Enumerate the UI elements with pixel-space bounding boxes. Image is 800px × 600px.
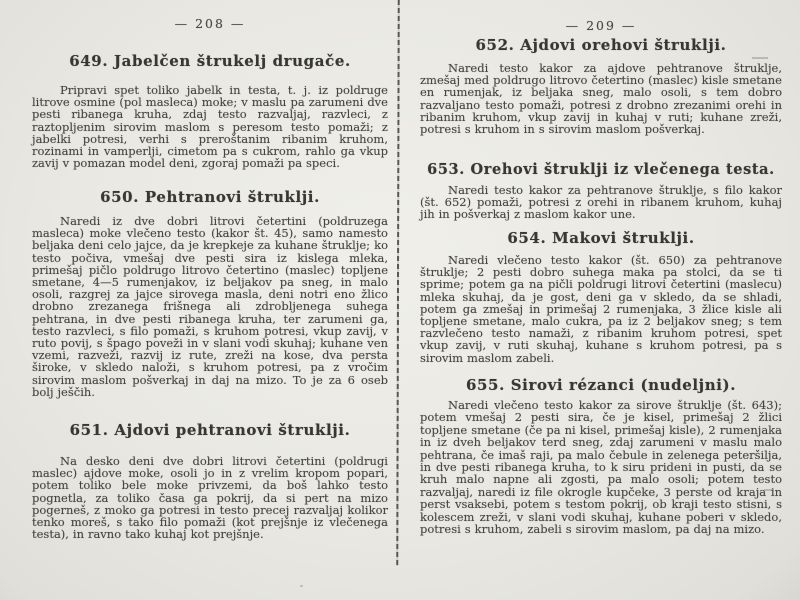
scan-artifact — [764, 489, 774, 491]
recipe-body-650: Naredi iz dve dobri litrovi četertini (poldruzega masleca) moke vlečeno testo (kakor št. 45), samo namesto beljaka deni celo jajce, da je krepkeje za kuhane štruklje; ko testo počiva, vmešaj dve pesti sira iz kislega mleka, primešaj pičlo poldrugo litrovo četertino (maslec) topljene smetane, 4—5 rumenjakov, iz beljakov pa sneg, in malo osoli, razgrej za jajce sirovega masla, deni notri eno žlico drobno zrezanega frišnega ali zdrobljenega suhega pehtrana, in dve pesti ribanega kruha, ter zarumeni ga, testo razvleci, s filo pomaži, s kruhom potresi, vkup zavij, v ruto povij, s špago poveži in v slani vodi skuhaj; kuhane ven vzemi, razveži, razvij iz rute, zreži na kose, dva persta široke, v skledo naloži, s kruhom potresi, pa z vročim sirovim maslom pošverkaj in daj na mizo. To je za 6 oseb bolj ješčih. — [32, 214, 388, 399]
recipe-heading-650: 650. Pehtranovi štruklji. — [100, 188, 320, 206]
recipe-body-651: Na desko deni dve dobri litrovi četertini (poldrugi maslec) ajdove moke, osoli jo in z vrelim kropom popari, potem toliko bele moke privzemi, da boš lahko testo pognetla, za toliko časa ga pokrij, da si pert na mizo pogerneš, z moko ga potresi in testo precej razvaljaj kolikor tenko moreš, s tako filo pomaži (kot prejšnje iz vlečenega testa), in ravno tako kuhaj kot prejšnje. — [32, 454, 388, 542]
recipe-heading-649: 649. Jabelčen štrukelj drugače. — [69, 52, 351, 70]
scan-artifact — [752, 57, 768, 59]
scan-artifact — [300, 585, 303, 587]
page-number-left: — 208 — — [174, 16, 246, 31]
recipe-heading-655: 655. Sirovi rézanci (nudeljni). — [465, 376, 737, 394]
page-right — [420, 0, 782, 600]
recipe-heading-651: 651. Ajdovi pehtranovi štruklji. — [69, 421, 351, 439]
recipe-heading-654: 654. Makovi štruklji. — [507, 229, 695, 247]
recipe-body-652: Naredi testo kakor za ajdove pehtranove štruklje, zmešaj med poldrugo litrovo četertino (maslec) kisle smetane en rumenjak, iz beljaka sneg, malo osoli, s tem dobro razvaljano testo pomaži, potresi z drobno zrezanimi orehi in ribanim kruhom, vkup zavij in kuhaj v ruti; kuhane zreži, potresi s kruhom in s sirovim maslom pošverkaj. — [420, 61, 782, 137]
recipe-heading-653: 653. Orehovi štruklji iz vlečenega testa. — [427, 161, 775, 178]
recipe-body-653: Naredi testo kakor za pehtranove štruklje, s filo kakor (št. 652) pomaži, potresi z orehi in ribanem kruhom, kuhaj jih in pošverkaj z maslom kakor une. — [420, 183, 782, 222]
page-left — [32, 0, 388, 600]
recipe-heading-652: 652. Ajdovi orehovi štruklji. — [475, 36, 727, 54]
recipe-body-655: Naredi vlečeno testo kakor za sirove štruklje (št. 643); potem vmešaj 2 pesti sira, če je kisel, primešaj 2 žlici topljene smetane (če pa ni kisel, primešaj kisle), 2 rumenjaka in iz dveh beljakov terd sneg, zdaj zarumeni v maslu malo pehtrana, če imaš raji, pa malo čebule in zelenega peteršilja, in dve pesti ribanega kruha, to k siru prideni in pusti, da se kruh malo napne ali zgosti, pa malo osoli; potem testo razvaljaj, naredi iz file okrogle kupčeke, 3 perste od kraja in perst vsaksebi, potem s testom pokrij, ob kraji testo stisni, s kolescem zreži, v slani vodi skuhaj, kuhane poberi v skledo, potresi s kruhom, zabeli s sirovim maslom, pa daj na mizo. — [420, 398, 782, 537]
binding-gutter-line — [396, 0, 399, 566]
recipe-body-654: Naredi vlečeno testo kakor (št. 650) za pehtranove štruklje; 2 pesti dobro suhega maka pa stolci, da se ti sprime; potem ga na pičli poldrugi litrovi četertini (maslecu) mleka skuhaj, da je gost, deni ga v skledo, da se shladi, potem ga zmešaj in primešaj 2 rumenjaka, 3 žlice kisle ali topljene smetane, malo cukra, pa iz 2 beljakov sneg; s tem razvlečeno testo namaži, z ribanim kruhom potresi, spet vkup zavij, v ruti skuhaj, kuhane s kruhom potresi, pa s sirovim maslom zabeli. — [420, 253, 782, 365]
recipe-body-649: Pripravi spet toliko jabelk in testa, t. j. iz poldruge litrove osmine (pol masleca) moke; v maslu pa zarumeni dve pesti ribanega kruha, zdaj testo razvaljaj, razvleci, z raztopljenim sirovim maslom s peresom testo pomaži; z jabelki potresi, verhi s preroštanim ribanim kruhom, rozinami in vamperlji, cimetom pa s cukrom, rahlo ga vkup zavij v pomazan model deni, zgoraj pomaži pa speci. — [32, 83, 388, 171]
page-number-right: — 209 — — [565, 18, 637, 33]
